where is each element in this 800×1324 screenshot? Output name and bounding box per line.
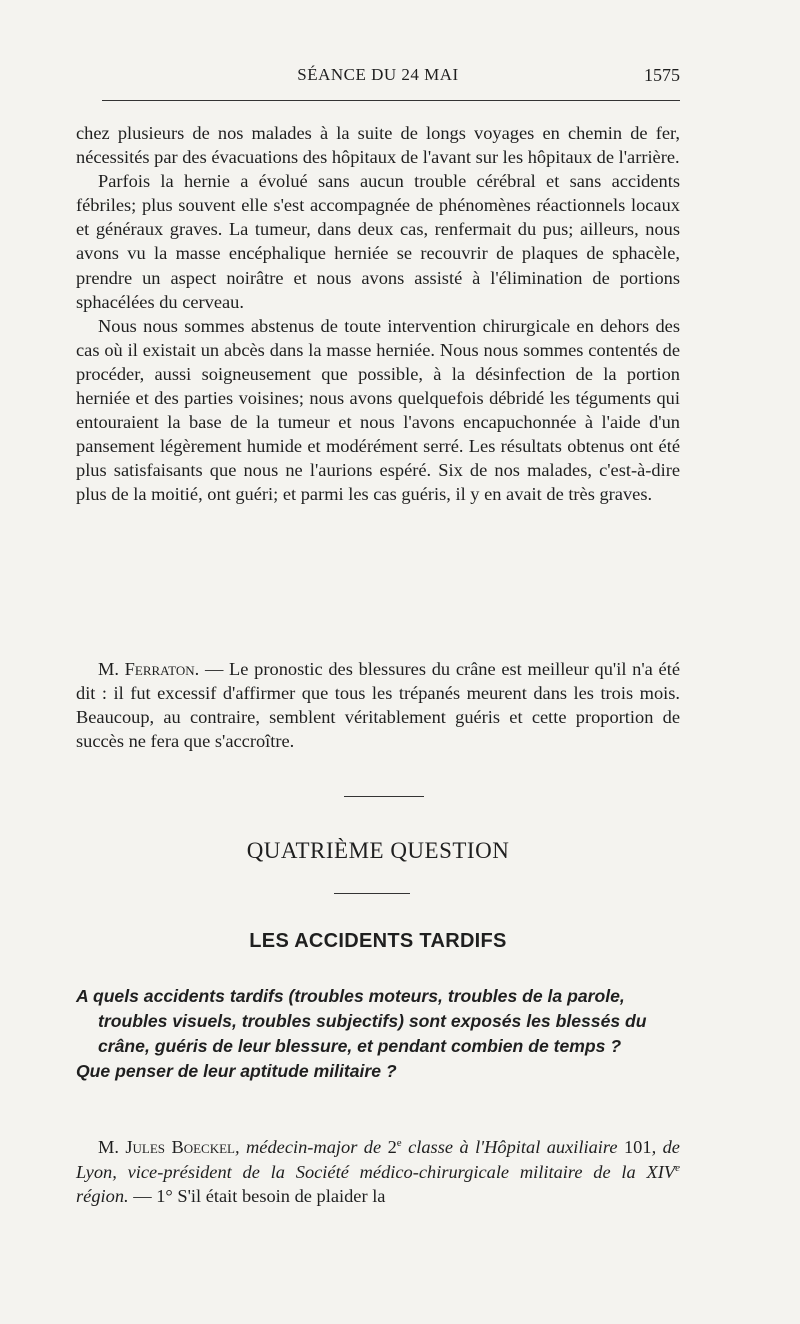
paragraph-continuation: chez plusieurs de nos malades à la suite de longs voyages en chemin de fer, nécessités par des évacuations des hôpitaux de l'avant sur les hôpitaux de l'arrière. — [76, 123, 680, 168]
section-heading: QUATRIÈME QUESTION — [246, 838, 510, 863]
section-divider-top — [344, 796, 424, 797]
speaker-name: Jules Boeckel — [125, 1137, 235, 1157]
speaker-title-c: , de Lyon, vice-président de la Société médico-chirurgicale militaire de la XIV — [76, 1137, 680, 1182]
boeckel-contribution — [76, 1135, 680, 1209]
paragraph-hernie: Parfois la hernie a évolué sans aucun trouble cérébral et sans accidents fébriles; plus souvent elle s'est accompagnée de phénomènes réactionnels locaux et généraux graves. La tumeur, dans deux cas, renfermait du pus; ailleurs, nous avons vu la masse encéphalique herniée se recouvrir de plaques de sphacèle, prendre un aspect noirâtre et nous avons assisté à l'élimination de portions sphacélées du cerveau. — [76, 171, 680, 312]
section-divider-middle — [334, 893, 410, 894]
speaker-prefix: M. — [98, 1137, 126, 1157]
section-subheading: LES ACCIDENTS TARDIFS — [249, 930, 507, 952]
running-header — [76, 62, 680, 88]
speaker-title-a: , médecin-major de — [235, 1137, 388, 1157]
header-rule — [102, 100, 680, 101]
boeckel-paragraph — [76, 1135, 680, 1209]
speaker-title-d: région. — [76, 1186, 129, 1206]
region-superscript: e — [675, 1161, 680, 1174]
ferraton-remark — [76, 657, 680, 753]
speaker-title-b: classe à l'Hôpital auxiliaire — [401, 1137, 624, 1157]
question-text-1: A quels accidents tardifs (troubles moteurs, troubles de la parole, troubles visuels, troubles subjectifs) sont exposés les blessés du crâne, guéris de leur blessure, et pendant combien de temps ? — [76, 986, 647, 1056]
paragraph-intervention: Nous nous sommes abstenus de toute intervention chirurgicale en dehors des cas où il existait un abcès dans la masse herniée. Nous nous sommes contentés de procéder, aussi soigneusement que possible, à la désinfection de la portion herniée et des parties voisines; nous avons quelquefois débridé les téguments qui entouraient la base de la tumeur et nous l'avons encapuchonnée à l'aide d'un pansement légèrement humide et modérément serré. Les résultats obtenus ont été plus satisfaisants que nous ne l'aurions espéré. Six de nos malades, c'est-à-dire plus de la moitié, ont guéri; et parmi les cas guéris, il y en avait de très graves. — [76, 315, 680, 505]
question-text-2: Que penser de leur aptitude militaire ? — [76, 1061, 397, 1081]
ferraton-text: . — Le pronostic des blessures du crâne est meilleur qu'il n'a été dit : il fut excessif d'affirmer que tous les trépanés meurent dans les trois mois. Beaucoup, au contraire, semblent véritablement guéris et cette proportion de succès ne fera que s'accroître. — [76, 659, 680, 752]
running-title: SÉANCE DU 24 MAI — [297, 65, 459, 84]
hospital-number: 101 — [623, 1137, 652, 1157]
page-number: 1575 — [644, 65, 680, 85]
ferraton-paragraph — [76, 657, 680, 753]
boeckel-text: — 1° S'il était besoin de plaider la — [128, 1186, 386, 1206]
speaker-name: Ferraton — [124, 659, 195, 679]
speaker-prefix: M. — [98, 659, 125, 679]
grade-superscript: e — [396, 1136, 402, 1149]
question-block — [76, 984, 680, 1084]
document-page — [76, 0, 680, 1324]
grade-number: 2 — [387, 1137, 397, 1157]
body-text — [76, 121, 680, 507]
